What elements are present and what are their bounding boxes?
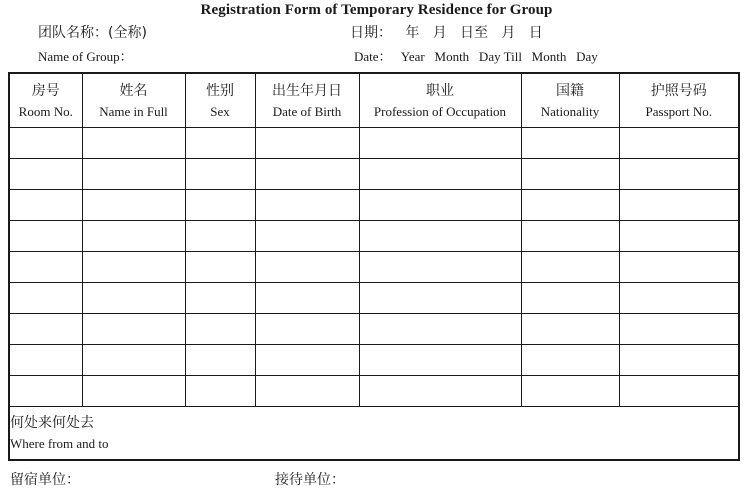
col-header-label-en: Passport No. (645, 103, 712, 119)
col-header-nationality (521, 73, 619, 128)
blank-cell[interactable] (82, 283, 185, 314)
blank-cell[interactable] (521, 314, 619, 345)
blank-cell[interactable] (619, 283, 739, 314)
date-label-zh: 日期： 年 月 日至 月 日 (350, 25, 543, 41)
col-header-passport (619, 73, 739, 128)
table-row (9, 314, 739, 345)
col-header-name (82, 73, 185, 128)
blank-cell[interactable] (9, 252, 82, 283)
blank-cell[interactable] (82, 190, 185, 221)
col-header-label-en: Profession of Occupation (373, 103, 507, 119)
blank-cell[interactable] (619, 314, 739, 345)
table-row (9, 221, 739, 252)
blank-cell[interactable] (359, 252, 521, 283)
col-header-label-en: Date of Birth (272, 103, 342, 119)
blank-cell[interactable] (82, 159, 185, 190)
blank-cell[interactable] (255, 252, 359, 283)
col-header-label-zh: 护照号码 (650, 82, 707, 99)
blank-cell[interactable] (82, 252, 185, 283)
where-from-label-en: Where from and to (10, 436, 109, 451)
blank-cell[interactable] (9, 314, 82, 345)
blank-cell[interactable] (185, 128, 255, 159)
col-header-label-en: Sex (210, 103, 230, 119)
blank-cell[interactable] (521, 376, 619, 407)
blank-cell[interactable] (619, 252, 739, 283)
blank-cell[interactable] (255, 376, 359, 407)
table-row (9, 190, 739, 221)
blank-cell[interactable] (521, 159, 619, 190)
blank-cell[interactable] (185, 376, 255, 407)
form-title: Registration Form of Temporary Residence for Group (200, 2, 553, 18)
col-header-label-zh: 出生年月日 (272, 82, 342, 99)
blank-cell[interactable] (9, 128, 82, 159)
blank-cell[interactable] (185, 252, 255, 283)
col-header-label-zh: 国籍 (556, 82, 584, 99)
blank-cell[interactable] (359, 345, 521, 376)
blank-cell[interactable] (359, 159, 521, 190)
blank-cell[interactable] (521, 128, 619, 159)
col-header-label-zh: 姓名 (119, 82, 148, 99)
blank-cell[interactable] (619, 221, 739, 252)
blank-cell[interactable] (255, 128, 359, 159)
blank-cell[interactable] (9, 376, 82, 407)
blank-cell[interactable] (521, 345, 619, 376)
col-header-label-en: Room No. (18, 103, 73, 119)
blank-cell[interactable] (521, 221, 619, 252)
blank-cell[interactable] (185, 190, 255, 221)
blank-cell[interactable] (359, 283, 521, 314)
blank-cell[interactable] (9, 221, 82, 252)
blank-cell[interactable] (359, 190, 521, 221)
date-label-en: Date： Year Month Day Till Month Day (354, 49, 598, 64)
where-from-row (9, 407, 739, 461)
blank-rows (9, 128, 739, 407)
blank-cell[interactable] (359, 314, 521, 345)
blank-cell[interactable] (255, 345, 359, 376)
blank-cell[interactable] (255, 314, 359, 345)
col-header-label-en: Name in Full (99, 103, 168, 119)
blank-cell[interactable] (82, 128, 185, 159)
col-header-sex (185, 73, 255, 128)
registration-table (8, 72, 740, 461)
where-from-label-zh: 何处来何处去 (10, 415, 94, 431)
blank-cell[interactable] (185, 283, 255, 314)
group-name-label-en: Name of Group： (38, 49, 133, 64)
blank-cell[interactable] (185, 345, 255, 376)
col-header-label-en: Nationality (540, 103, 600, 119)
table-row (9, 159, 739, 190)
col-header-room (9, 73, 82, 128)
table-row (9, 345, 739, 376)
blank-cell[interactable] (82, 221, 185, 252)
blank-cell[interactable] (185, 159, 255, 190)
blank-cell[interactable] (255, 190, 359, 221)
blank-cell[interactable] (619, 345, 739, 376)
lodging-unit-label: 留宿单位： (10, 472, 80, 488)
col-header-label-zh: 职业 (426, 82, 454, 99)
table-row (9, 283, 739, 314)
blank-cell[interactable] (82, 376, 185, 407)
table-row (9, 376, 739, 407)
blank-cell[interactable] (255, 283, 359, 314)
blank-cell[interactable] (521, 190, 619, 221)
group-name-label-zh: 团队名称：(全称) (38, 25, 147, 41)
blank-cell[interactable] (619, 190, 739, 221)
blank-cell[interactable] (255, 159, 359, 190)
blank-cell[interactable] (359, 221, 521, 252)
blank-cell[interactable] (619, 159, 739, 190)
header-row (9, 73, 739, 128)
table-row (9, 252, 739, 283)
blank-cell[interactable] (9, 190, 82, 221)
col-header-label-zh: 性别 (206, 82, 234, 99)
table-row (9, 128, 739, 159)
blank-cell[interactable] (185, 221, 255, 252)
blank-cell[interactable] (359, 376, 521, 407)
blank-cell[interactable] (9, 159, 82, 190)
blank-cell[interactable] (521, 283, 619, 314)
col-header-label-zh: 房号 (31, 82, 60, 99)
col-header-profession (359, 73, 521, 128)
col-header-birth (255, 73, 359, 128)
where-from-cell[interactable] (9, 407, 739, 461)
blank-cell[interactable] (9, 345, 82, 376)
receiving-unit-label: 接待单位： (275, 472, 345, 488)
blank-cell[interactable] (255, 221, 359, 252)
blank-cell[interactable] (82, 314, 185, 345)
blank-cell[interactable] (82, 345, 185, 376)
blank-cell[interactable] (9, 283, 82, 314)
blank-cell[interactable] (185, 314, 255, 345)
blank-cell[interactable] (619, 128, 739, 159)
blank-cell[interactable] (359, 128, 521, 159)
blank-cell[interactable] (619, 376, 739, 407)
blank-cell[interactable] (521, 252, 619, 283)
